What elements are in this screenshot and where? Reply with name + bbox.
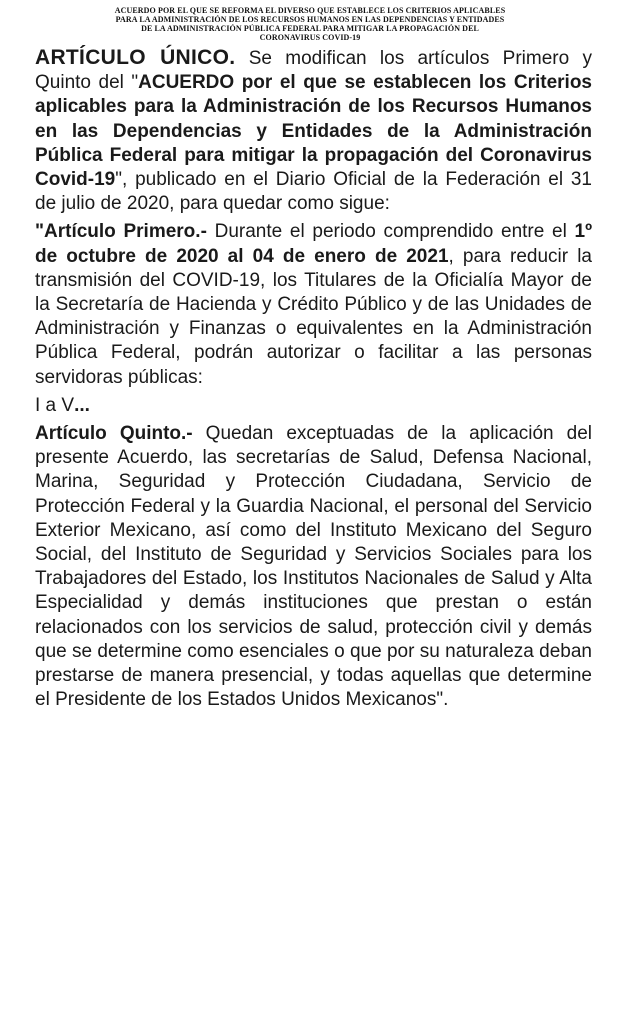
fractions-paragraph bbox=[28, 394, 592, 418]
articulo-quinto-text: Quedan exceptuadas de la aplicación del presente Acuerdo, las secretarías de Salud, Defensa Nacional, Marina, Seguridad y Protección Ciudadana, Servicio de Protección Federal y la Guardia Nacional, el personal del Servicio Exterior Mexicano, así como del Instituto Mexicano del Seguro Social, del Instituto de Seguridad y Servicios Sociales para los Trabajadores del Estado, los Institutos Nacionales de Salud y Alta Especialidad y demás instituciones que prestan o están relacionados con los servicios de salud, protección civil y demás que se determine como esenciales o que por su naturaleza deban prestarse de manera presencial, y todas aquellas que determine el Presidente de los Estados Unidos Mexicanos". bbox=[35, 423, 593, 711]
article-unico-text-1: Se modifican los artículos Primero y Quinto del " bbox=[35, 48, 592, 94]
header-line: CORONAVIRUS COVID-19 bbox=[259, 33, 361, 42]
article-unico-text-2: ", publicado en el Diario Oficial de la Federación el 31 de julio de 2020, para quedar como sigue: bbox=[35, 169, 592, 215]
articulo-primero-text-1: Durante el periodo comprendido entre el bbox=[206, 221, 575, 243]
period-dates: 1º de octubre de 2020 al 04 de enero de 2021 bbox=[35, 221, 593, 267]
document-header bbox=[28, 6, 592, 42]
fractions-text: I a V bbox=[35, 394, 75, 416]
articulo-quinto-paragraph bbox=[28, 422, 592, 712]
articulo-primero-paragraph bbox=[28, 220, 592, 389]
header-line: DE LA ADMINISTRACIÓN PÚBLICA FEDERAL PARA MITIGAR LA PROPAGACIÓN DEL bbox=[141, 24, 479, 33]
article-unico-paragraph bbox=[28, 46, 592, 216]
articulo-primero-text-2: , para reducir la transmisión del COVID-19, los Titulares de la Oficialía Mayor de la Secretaría de Hacienda y Crédito Público y de las Unidades de Administración y Finanzas o equivalentes en la Administración Pública Federal, podrán autorizar o facilitar a las personas servidoras públicas: bbox=[35, 245, 592, 388]
header-line: ACUERDO POR EL QUE SE REFORMA EL DIVERSO QUE ESTABLECE LOS CRITERIOS APLICABLES bbox=[114, 6, 506, 15]
header-line: PARA LA ADMINISTRACIÓN DE LOS RECURSOS HUMANOS EN LAS DEPENDENCIAS Y ENTIDADES bbox=[115, 15, 505, 24]
articulo-quinto-label: Artículo Quinto.- bbox=[35, 423, 193, 445]
agreement-title: ACUERDO por el que se establecen los Criterios aplicables para la Administración de los Recursos Humanos en las Dependencias y Entidades de la Administración Pública Federal para mitigar la propagación del Coronavirus Covid-19 bbox=[35, 72, 592, 191]
document-body bbox=[28, 46, 592, 712]
fractions-ellipsis: ... bbox=[74, 394, 90, 416]
articulo-primero-label: "Artículo Primero.- bbox=[35, 221, 207, 243]
article-unico-label: ARTÍCULO ÚNICO. bbox=[35, 46, 236, 69]
